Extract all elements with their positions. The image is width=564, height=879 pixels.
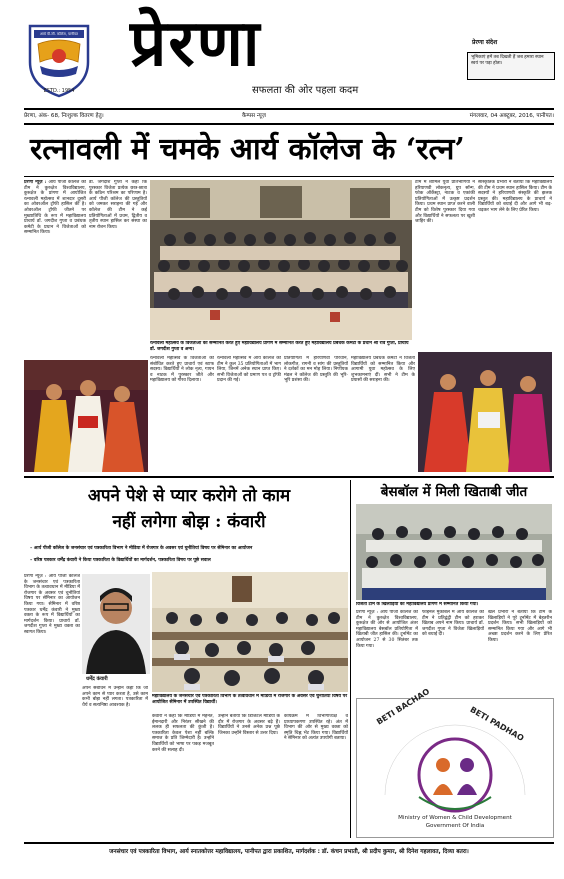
masthead-tagline: सफलता की ओर पहला कदम xyxy=(252,85,359,96)
logo-text: आर्य पी.जी. कॉलेज, पानीपत xyxy=(40,32,78,36)
seminar-photo xyxy=(152,572,348,692)
section-label: प्रेरणा संदेश xyxy=(472,39,498,46)
career-col-5: कार्यक्रम में विभागाध्यक्ष व प्राध्यापकगण उपस्थित रहे। अंत में विभाग की ओर से मुख्य वक्ता को स्मृति चिह्न भेंट किया गया। विद्यार्थियों ने सेमिनार को अत्यंत उपयोगी बताया। xyxy=(284,714,348,742)
dateline xyxy=(24,111,554,121)
baseball-col-3: खेल प्रभारी ने बताया कि टीम के खिलाड़ियों ने पूरे टूर्नामेंट में बेहतरीन प्रदर्शन किया। सभी खिलाड़ियों को सम्मानित किया गया और आगे भी अच्छा प्रदर्शन करने के लिए प्रेरित किया। xyxy=(488,610,552,643)
college-logo xyxy=(26,22,92,98)
main-col-3: टीम में शामिल युवा प्रतिभागियों ने हरियाणवी लोकनृत्य, ग्रुप सॉन्ग, फोक ऑर्केस्ट्रा, नाटक व एकांकी प्रतियोगिताओं में उत्कृष्ट प्रदर्शन किया। प्रथम स्थान प्राप्त करने वाली टीम को विशेष पुरस्कार दिया गया और विद्यार्थियों ने सफलता पर खुशी जाहिर की। xyxy=(415,180,475,225)
baseball-headline: बेसबॉल में मिली खिताबी जीत xyxy=(380,484,528,500)
footer-credits: जनसंचार एवं पत्रकारिता विभाग, आर्य स्नातकोत्तर महाविद्यालय, पानीपत द्वारा प्रकाशित, मार्गदर्शक : डॉ. कंचन प्रभाती, श्री प्रदीप कुमार, श्री दिनेश गहलावत, दिव्या बतरा। xyxy=(109,849,469,855)
corner-note: भूमिकाएं हमें तब दिखती हैं जब हमारा स्थान स्वयं पर पड़ा होता। xyxy=(471,55,544,66)
divider xyxy=(350,480,351,838)
career-col-4: उन्होंने बताया कि डिजिटल मीडिया के दौर में रोजगार के अवसर बढ़े हैं। विद्यार्थियों ने उनसे अनेक प्रश्न पूछे जिनका उन्होंने विस्तार से उत्तर दिया। xyxy=(218,714,280,736)
issue-info: प्रेरणा, अंक- 68, निःशुल्क वितरण हेतु। xyxy=(24,113,104,119)
main-lower-col-1: रत्नावली महोत्सव के विजेताओं को संबोधित करते हुए प्राचार्य एवं स्टाफ सदस्य। विद्यार्थियों ने लोक नृत्य, गायन व नाटक में पुरस्कार जीते और महाविद्यालय को गौरव दिलाया। xyxy=(150,356,214,384)
career-col-3: कंवारी ने कहा कि मीडिया में मेहनत, ईमानदारी और निरंतर सीखने की ललक ही सफलता की कुंजी है। पत्रकारिता केवल पेशा नहीं बल्कि समाज के प्रति जिम्मेदारी है। उन्होंने विद्यार्थियों को भाषा पर पकड़ मजबूत करने की सलाह दी। xyxy=(152,714,214,753)
main-lower-col-2: रत्नावली महोत्सव में आर्य कॉलेज की टीम ने कुल 35 प्रतियोगिताओं में भाग लिया, जिनमें अनेक स्थान प्राप्त किए। सभी विजेताओं को प्रमाण पत्र व ट्रॉफी प्रदान की गई। xyxy=(217,356,281,384)
masthead-title: प्रेरणा xyxy=(130,6,262,81)
career-col-1: प्रेरणा न्यूज़ : आर्य पीजी कॉलेज के जनसंचार एवं पत्रकारिता विभाग के तत्वावधान में मीडिया में रोजगार के अवसर एवं चुनौतियां विषय पर सेमिनार का आयोजन किया गया। सेमिनार में वरिष्ठ पत्रकार धर्मेंद्र कंवारी ने मुख्य वक्ता के रूप में विद्यार्थियों का मार्गदर्शन किया। प्राचार्य डॉ. जगदीश गुप्ता ने मुख्य वक्ता का स्वागत किया। xyxy=(24,574,80,635)
corner-note-box xyxy=(467,52,555,80)
group-photo xyxy=(150,180,412,340)
ad-ministry: Ministry of Women & Child Development xyxy=(398,815,512,821)
baseball-photo-caption: विजेता टीम के खिलाड़ियों को महाविद्यालय प्रांगण में सम्मानित किया गया। xyxy=(356,602,479,607)
group-photo-caption: रत्नावली महोत्सव के विजेताओं को सम्मानित करते हुए महाविद्यालय प्रांगण में सम्मानित करते हुए महाविद्यालय प्रबंधक कमेटी के प्रधान श्री रवि गुप्ता, प्राचार्य डॉ. जगदीश गुप्ता व अन्य। xyxy=(150,341,409,352)
divider xyxy=(24,476,554,478)
main-headline: रत्नावली में चमके आर्य कॉलेज के ‘रत्न’ xyxy=(30,132,465,167)
speaker-portrait xyxy=(82,574,150,674)
divider xyxy=(24,176,554,177)
career-subhead-1: – आर्य पीजी कॉलेज के जनसंचार एवं पत्रकारिता विभाग ने मीडिया में रोजगार के अवसर एवं चुनौतियां विषय पर सेमिनार का आयोजन xyxy=(30,546,253,551)
main-col-1: प्रेरणा न्यूज़ : आर्य पीजी कॉलेज की टीम ने कुरुक्षेत्र विश्वविद्यालय, कुरुक्षेत्र के प्रांगण में आयोजित रत्नावली महोत्सव में शानदार दूसरी का ओवरऑल ट्रॉफी हासिल की है। ओवरऑल ट्रॉफी जीतने पर मुख्यातिथि के रूप में महाविद्यालय प्राचार्य डॉ. जगदीश गुप्ता व प्रबंधक कमेटी के प्रधान ने विजेताओं को सम्मानित किया। xyxy=(24,180,86,236)
ad-arc-left: BETI BACHAO xyxy=(375,686,432,727)
main-col-4: सांस्कृतिक प्रभारी ने बताया कि महाविद्यालय की टीम ने प्रथम स्थान हासिल किया। टीम के सदस्यों ने हरियाणवी संस्कृति की झलक प्रस्तुत की। महाविद्यालय के प्राचार्य ने विद्यार्थियों को बधाई दी और आगे भी बढ़-चढ़कर भाग लेने के लिए प्रेरित किया। xyxy=(478,180,552,213)
main-lower-col-4: महाविद्यालय प्रबंधक कमेटी ने विजेता विद्यार्थियों को सम्मानित किया और आगामी युवा महोत्सव के लिए शुभकामनाएं दीं। सभी ने टीम के प्रयासों की सराहना की। xyxy=(351,356,415,384)
divider xyxy=(24,123,554,125)
main-lower-col-3: प्रतियोगिता में हरियाणवी परिधान, लोकगीत, रागनी व सांग की प्रस्तुतियों ने दर्शकों का मन मोह लिया। निर्णायक मंडल ने कॉलेज की प्रस्तुति की भूरि-भूरि प्रशंसा की। xyxy=(284,356,348,384)
divider xyxy=(24,842,554,844)
main-byline: प्रेरणा न्यूज़ : xyxy=(24,180,47,185)
main-col-2: डॉ. जगदीश गुप्ता ने कहा कि पुरस्कार विजेता प्रत्येक छात्र-छात्रा के कठिन परिश्रम का परिणाम है। आर्य पीजी कॉलेज की प्रस्तुतियों को जमकर सराहना की गई और कॉलेज की टीम ने कई प्रतियोगिताओं में प्रथम, द्वितीय व तृतीय स्थान हासिल कर संस्था का नाम रोशन किया। xyxy=(89,180,147,230)
baseball-photo xyxy=(356,504,552,600)
ad-government: Government Of India xyxy=(425,823,485,829)
logo-estd: ESTD.: 1954 xyxy=(43,88,75,94)
dance-photo-right xyxy=(418,352,552,472)
dance-photo-left xyxy=(24,360,148,472)
masthead xyxy=(0,0,564,106)
career-headline-1: अपने पेशे से प्यार करोगे तो काम xyxy=(87,486,291,506)
ad-arc-right: BETI PADHAO xyxy=(468,705,526,744)
career-col-2: अपने संबोधन में उन्होंने कहा कि जो अपने काम से प्यार करता है, उसे काम कभी बोझ नहीं लगता। पत्रकारिता में धैर्य व सत्यनिष्ठा आवश्यक है। xyxy=(82,686,148,708)
speaker-name: धर्मेंद्र कंवारी xyxy=(86,676,108,682)
career-subhead-2: – वरिष्ठ पत्रकार धर्मेंद्र कंवारी ने किया पत्रकारिता के विद्यार्थियों का मार्गदर्शन, पत्रकारिता विषय पर पूछे सवाल xyxy=(30,558,211,563)
seminar-photo-caption: महाविद्यालय के जनसंचार एवं पत्रकारिता विभाग के तत्वावधान में मीडिया में रोजगार के अवसर एवं चुनौतियां विषय पर आयोजित सेमिनार में उपस्थित विद्यार्थी। xyxy=(152,694,348,705)
beti-bachao-ad xyxy=(356,686,554,838)
career-headline-2: नहीं लगेगा बोझ : कंवारी xyxy=(112,512,266,532)
date-text: मंगलवार, 04 अक्टूबर, 2016, पानीपत। xyxy=(469,113,554,119)
baseball-col-2: फाइनल मुकाबले में आर्य कॉलेज की टीम ने प्रतिद्वंद्वी टीम को हराकर खिताब अपने नाम किया। प्राचार्य डॉ. जगदीश गुप्ता ने विजेता खिलाड़ियों को बधाई दी। xyxy=(422,610,484,638)
baseball-col-1: प्रेरणा न्यूज़ : आर्य पीजी कॉलेज की टीम ने कुरुक्षेत्र विश्वविद्यालय, कुरुक्षेत्र की ओर से आयोजित अंतर महाविद्यालय बेसबॉल प्रतियोगिता में खिताबी जीत हासिल की। टूर्नामेंट का आयोजन 27 से 30 सितंबर तक किया गया। xyxy=(356,610,418,649)
divider xyxy=(24,108,554,110)
dateline-center: कैम्पस न्यूज़ xyxy=(242,113,266,119)
